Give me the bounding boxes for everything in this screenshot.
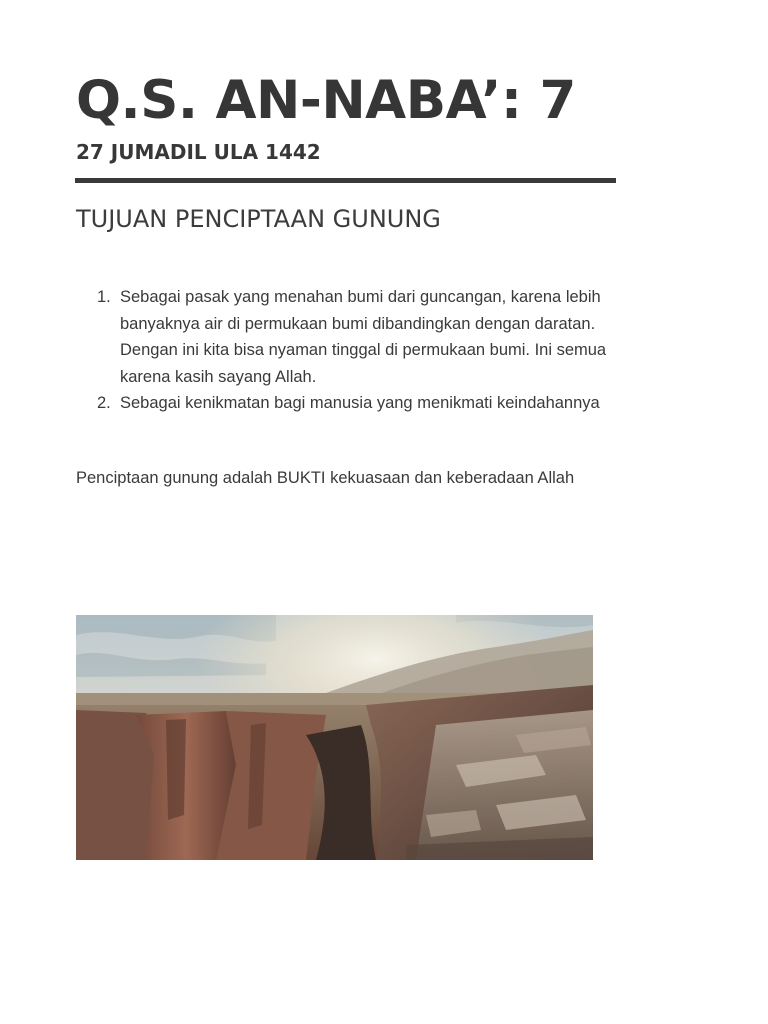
section-heading: TUJUAN PENCIPTAAN GUNUNG bbox=[76, 205, 441, 233]
list-item-text: Sebagai kenikmatan bagi manusia yang menikmati keindahannya bbox=[120, 394, 600, 412]
purpose-list bbox=[76, 284, 616, 417]
canyon-photo bbox=[76, 615, 593, 860]
list-item-text: Sebagai pasak yang menahan bumi dari guncangan, karena lebih banyaknya air di permukaan bumi dibandingkan dengan daratan. Dengan ini kita bisa nyaman tinggal di permukaan bumi. Ini semua karena kasih sayang Allah. bbox=[120, 288, 607, 386]
conclusion-text: Penciptaan gunung adalah BUKTI kekuasaan dan keberadaan Allah bbox=[76, 469, 575, 487]
list-item-number: 2. bbox=[97, 394, 111, 412]
title-divider bbox=[75, 178, 616, 183]
list-item bbox=[76, 390, 616, 417]
list-item bbox=[76, 284, 616, 390]
page-date: 27 JUMADIL ULA 1442 bbox=[76, 140, 321, 164]
page-title: Q.S. AN-NABA’: 7 bbox=[76, 70, 576, 131]
list-item-number: 1. bbox=[97, 288, 111, 306]
